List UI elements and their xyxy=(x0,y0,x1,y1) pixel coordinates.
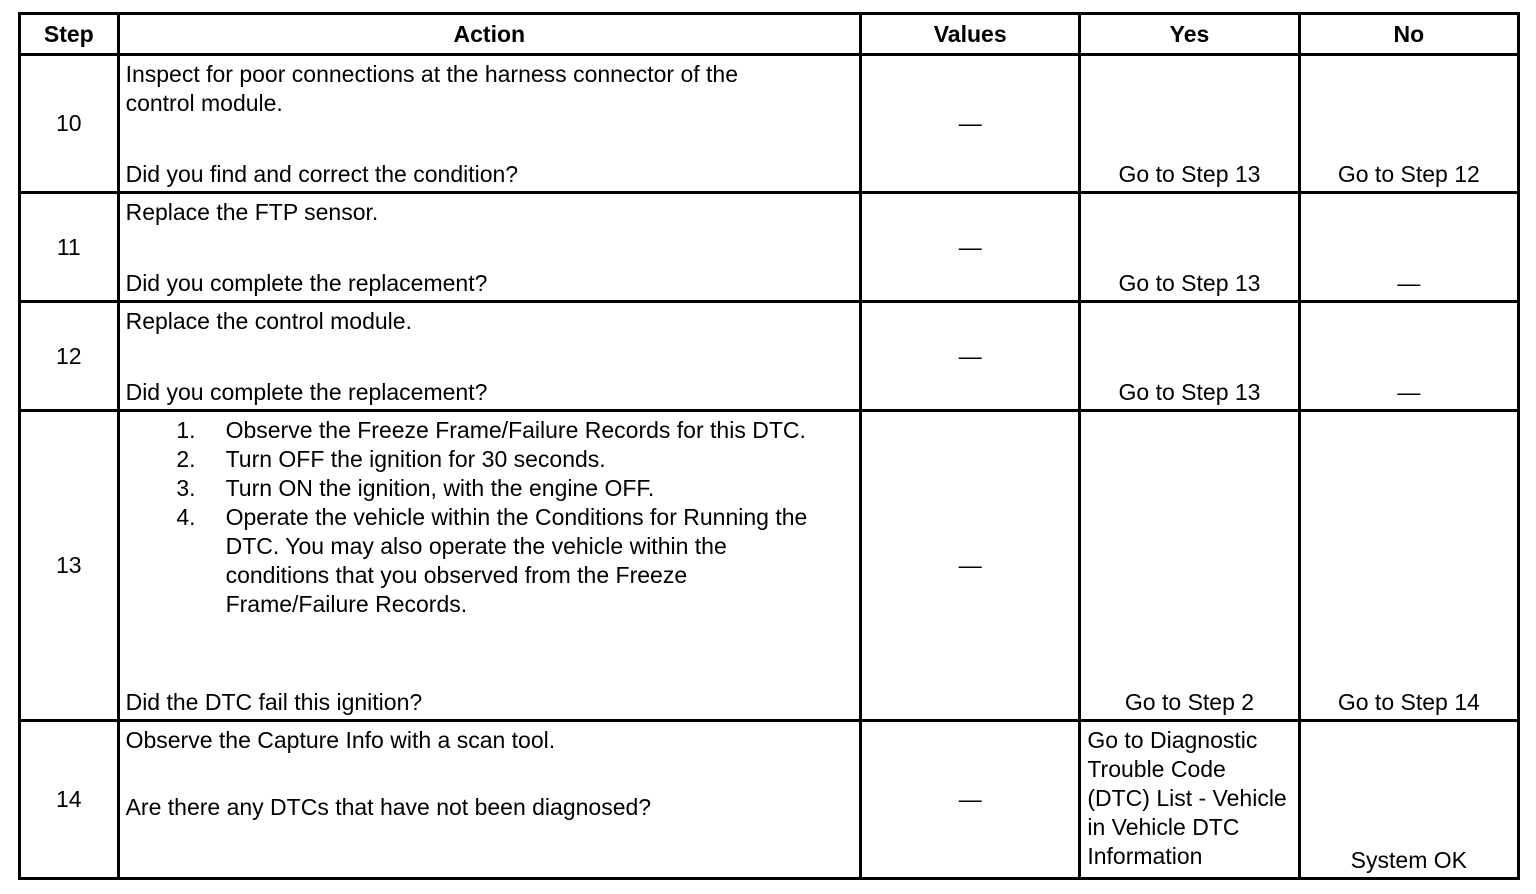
yes-cell: Go to Step 13 xyxy=(1080,193,1299,302)
values-cell: — xyxy=(861,721,1080,879)
table-row xyxy=(20,721,1519,879)
action-steps-list xyxy=(126,416,853,619)
list-number: 3. xyxy=(176,475,196,501)
list-text: Observe the Freeze Frame/Failure Records for this DTC. xyxy=(225,417,806,443)
yes-cell: Go to Step 2 xyxy=(1080,411,1299,721)
list-item xyxy=(126,474,853,503)
action-question: Did the DTC fail this ignition? xyxy=(125,689,423,715)
action-cell xyxy=(118,721,860,879)
yes-cell xyxy=(1080,721,1299,879)
header-step: Step xyxy=(20,14,119,55)
table-row xyxy=(20,55,1519,193)
step-number: 12 xyxy=(20,302,119,411)
table-row xyxy=(20,302,1519,411)
list-number: 2. xyxy=(176,446,196,472)
action-cell xyxy=(118,302,860,411)
action-cell xyxy=(118,411,860,721)
header-action: Action xyxy=(118,14,860,55)
no-cell: — xyxy=(1299,302,1518,411)
step-number: 11 xyxy=(20,193,119,302)
header-row xyxy=(20,14,1519,55)
step-number: 10 xyxy=(20,55,119,193)
action-text: Replace the FTP sensor. xyxy=(125,199,379,225)
values-cell: — xyxy=(861,55,1080,193)
no-cell: — xyxy=(1299,193,1518,302)
table-row xyxy=(20,411,1519,721)
header-yes: Yes xyxy=(1080,14,1299,55)
action-question: Are there any DTCs that have not been diagnosed? xyxy=(125,794,652,820)
step-number: 13 xyxy=(20,411,119,721)
list-item xyxy=(126,445,853,474)
table-row xyxy=(20,193,1519,302)
list-text: Operate the vehicle within the Conditions for Running the DTC. You may also operate the vehicle within the conditions that you observed from the Freeze Frame/Failure Records. xyxy=(225,504,808,617)
action-question: Did you find and correct the condition? xyxy=(125,161,519,187)
action-text: Replace the control module. xyxy=(125,308,412,334)
no-cell: Go to Step 12 xyxy=(1299,55,1518,193)
yes-cell: Go to Step 13 xyxy=(1080,302,1299,411)
yes-link-text[interactable]: Go to Diagnostic Trouble Code (DTC) List - Vehicle in Vehicle DTC Information xyxy=(1087,727,1287,869)
step-number: 14 xyxy=(20,721,119,879)
action-cell xyxy=(118,55,860,193)
values-cell: — xyxy=(861,193,1080,302)
action-question: Did you complete the replacement? xyxy=(125,379,488,405)
header-values: Values xyxy=(861,14,1080,55)
diagnostic-table xyxy=(18,12,1520,880)
action-question: Did you complete the replacement? xyxy=(125,270,488,296)
header-no: No xyxy=(1299,14,1518,55)
values-cell: — xyxy=(861,411,1080,721)
list-text: Turn ON the ignition, with the engine OFF. xyxy=(225,475,655,501)
list-number: 4. xyxy=(176,504,196,530)
list-item xyxy=(126,416,853,445)
action-text: Observe the Capture Info with a scan tool. xyxy=(125,727,556,753)
no-cell: Go to Step 14 xyxy=(1299,411,1518,721)
no-cell: System OK xyxy=(1299,721,1518,879)
action-cell xyxy=(118,193,860,302)
list-text: Turn OFF the ignition for 30 seconds. xyxy=(225,446,606,472)
action-text: Inspect for poor connections at the harness connector of the control module. xyxy=(125,61,739,116)
list-number: 1. xyxy=(176,417,196,443)
values-cell: — xyxy=(861,302,1080,411)
yes-cell: Go to Step 13 xyxy=(1080,55,1299,193)
list-item xyxy=(126,503,853,619)
